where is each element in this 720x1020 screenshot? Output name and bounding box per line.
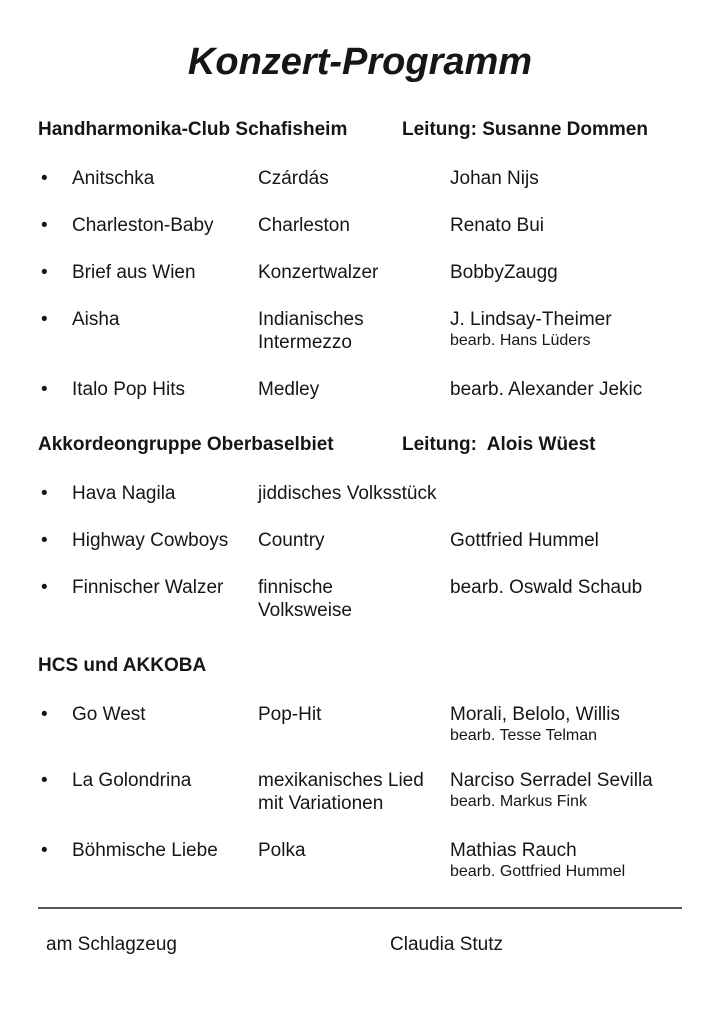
item-arranger-line: bearb. Tesse Telman (450, 727, 598, 744)
bullet-icon: • (41, 379, 48, 400)
item-arranger-line: bearb. Markus Fink (450, 793, 587, 810)
program-item (38, 769, 682, 815)
footer-role-label: am Schlagzeug (46, 934, 177, 955)
item-genre-line: Indianisches (258, 309, 364, 330)
bullet-icon: • (41, 262, 48, 283)
item-genre (258, 214, 450, 237)
item-genre-line: finnische (258, 577, 333, 598)
item-arranger-line: bearb. Gottfried Hummel (450, 863, 626, 880)
sections (38, 118, 682, 881)
item-title: Böhmische Liebe (72, 840, 218, 861)
item-credits (450, 769, 682, 815)
item-composer-line: Gottfried Hummel (450, 530, 599, 551)
item-genre (258, 261, 450, 284)
program-item (38, 529, 682, 552)
program-content (0, 118, 720, 956)
item-composer-line: Renato Bui (450, 215, 545, 236)
item-arranger-line: bearb. Hans Lüders (450, 332, 591, 349)
section-group-name: HCS und AKKOBA (38, 655, 207, 676)
item-genre (258, 378, 450, 401)
item-credits (450, 482, 682, 505)
bullet-cell (38, 839, 72, 881)
item-genre (258, 308, 450, 354)
item-composer-line: J. Lindsay-Theimer (450, 309, 612, 330)
item-title: La Golondrina (72, 770, 192, 791)
bullet-cell (38, 576, 72, 622)
item-composer-line: Johan Nijs (450, 168, 539, 189)
item-genre (258, 167, 450, 190)
item-genre (258, 769, 450, 815)
item-genre-line: mit Variationen (258, 793, 384, 814)
item-credits (450, 214, 682, 237)
bullet-icon: • (41, 840, 48, 861)
item-genre-line: mexikanisches Lied (258, 770, 424, 791)
bullet-cell (38, 167, 72, 190)
item-genre (258, 839, 450, 881)
bullet-icon: • (41, 577, 48, 598)
item-title: Go West (72, 704, 146, 725)
program-section (38, 654, 682, 881)
item-genre-line: Volksweise (258, 600, 352, 621)
item-title: Hava Nagila (72, 483, 176, 504)
program-title: Konzert-Programm (187, 41, 533, 83)
program-item (38, 576, 682, 622)
bullet-icon: • (41, 483, 48, 504)
item-genre-line: Konzertwalzer (258, 262, 379, 283)
item-title: Charleston-Baby (72, 215, 214, 236)
item-genre-line: Charleston (258, 215, 350, 236)
item-credits (450, 529, 682, 552)
item-composer-line: Mathias Rauch (450, 840, 577, 861)
program-item (38, 378, 682, 401)
section-leader-name: Leitung: Susanne Dommen (402, 119, 648, 140)
item-genre-line: Czárdás (258, 168, 329, 189)
item-title: Finnischer Walzer (72, 577, 224, 598)
bullet-cell (38, 703, 72, 745)
program-item (38, 261, 682, 284)
bullet-icon: • (41, 530, 48, 551)
program-section (38, 433, 682, 622)
program-item (38, 308, 682, 354)
item-title: Anitschka (72, 168, 155, 189)
item-genre (258, 482, 450, 505)
item-composer-line: BobbyZaugg (450, 262, 558, 283)
bullet-cell (38, 214, 72, 237)
program-item (38, 839, 682, 881)
program-item (38, 167, 682, 190)
bullet-icon: • (41, 215, 48, 236)
footer (38, 933, 682, 956)
item-composer-line: bearb. Alexander Jekic (450, 379, 643, 400)
item-genre (258, 576, 450, 622)
item-genre-line: Pop-Hit (258, 704, 322, 725)
section-header (38, 654, 682, 677)
bullet-icon: • (41, 168, 48, 189)
item-genre (258, 529, 450, 552)
bullet-cell (38, 482, 72, 505)
bullet-cell (38, 529, 72, 552)
footer-divider-line (38, 907, 682, 909)
item-genre-line: jiddisches Volksstück (258, 483, 437, 504)
item-title: Brief aus Wien (72, 262, 196, 283)
program-item (38, 214, 682, 237)
program-item (38, 482, 682, 505)
footer-person-name: Claudia Stutz (390, 934, 504, 955)
item-credits (450, 261, 682, 284)
item-credits (450, 308, 682, 354)
item-genre-line: Medley (258, 379, 320, 400)
bullet-icon: • (41, 309, 48, 330)
item-composer-line: Morali, Belolo, Willis (450, 704, 620, 725)
item-composer-line: bearb. Oswald Schaub (450, 577, 643, 598)
program-item (38, 703, 682, 745)
item-title: Highway Cowboys (72, 530, 229, 551)
bullet-icon: • (41, 704, 48, 725)
bullet-cell (38, 769, 72, 815)
section-header (38, 433, 682, 456)
bullet-icon: • (41, 770, 48, 791)
bullet-cell (38, 261, 72, 284)
item-genre-line: Polka (258, 840, 306, 861)
item-title: Aisha (72, 309, 120, 330)
program-section (38, 118, 682, 401)
item-credits (450, 703, 682, 745)
item-credits (450, 839, 682, 881)
section-group-name: Handharmonika-Club Schafisheim (38, 119, 348, 140)
bullet-cell (38, 378, 72, 401)
item-genre-line: Intermezzo (258, 332, 352, 353)
item-credits (450, 167, 682, 190)
item-title: Italo Pop Hits (72, 379, 185, 400)
bullet-cell (38, 308, 72, 354)
item-composer-line: Narciso Serradel Sevilla (450, 770, 653, 791)
section-leader-name: Leitung: Alois Wüest (402, 434, 596, 455)
item-genre (258, 703, 450, 745)
item-credits (450, 378, 682, 401)
section-group-name: Akkordeongruppe Oberbaselbiet (38, 434, 334, 455)
item-genre-line: Country (258, 530, 325, 551)
section-header (38, 118, 682, 141)
item-credits (450, 576, 682, 622)
